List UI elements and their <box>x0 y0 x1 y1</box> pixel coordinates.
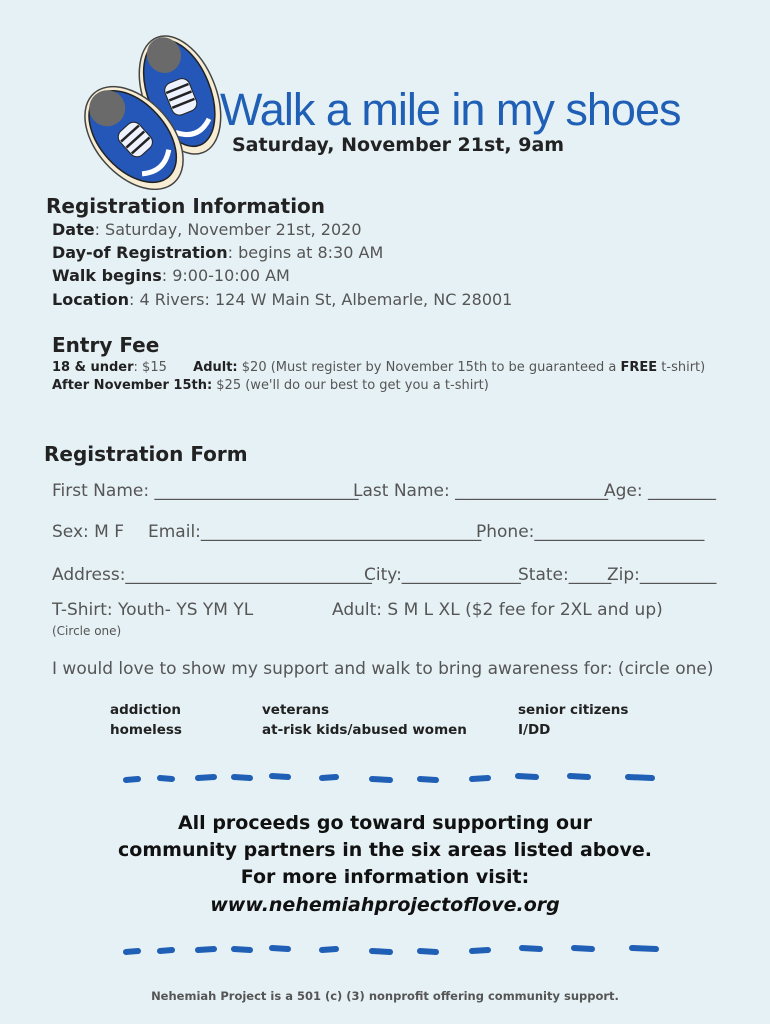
fee-line-2 <box>52 378 489 393</box>
fee-under18-label: 18 & under <box>52 360 134 375</box>
fee-adult-value: $20 (Must register by November 15th to be guaranteed a <box>237 360 621 375</box>
info-day-of-value: : begins at 8:30 AM <box>227 243 384 262</box>
email-field[interactable]: Email:_________________________________ <box>148 522 482 542</box>
website-link[interactable]: www.nehemiahprojectoflove.org <box>210 894 560 916</box>
cause-at-risk-kids[interactable]: at-risk kids/abused women <box>262 722 467 738</box>
proceeds-line-3: For more information visit: <box>240 866 530 888</box>
info-location-value: : 4 Rivers: 124 W Main St, Albemarle, NC 28001 <box>128 290 513 309</box>
shoes-illustration <box>62 20 232 190</box>
fee-free-suffix: t-shirt) <box>657 360 706 375</box>
info-location <box>52 290 512 309</box>
info-walk-begins-value: : 9:00-10:00 AM <box>161 266 290 285</box>
state-field[interactable]: State:_____ <box>518 565 612 585</box>
info-date <box>52 220 362 239</box>
fee-after-label: After November 15th: <box>52 378 213 393</box>
age-field[interactable]: Age: ________ <box>604 481 717 501</box>
tshirt-adult-options[interactable]: Adult: S M L XL ($2 fee for 2XL and up) <box>332 600 663 620</box>
info-day-of-registration <box>52 243 383 262</box>
registration-form-heading: Registration Form <box>44 442 248 466</box>
zip-field[interactable]: Zip:_________ <box>607 565 717 585</box>
cause-homeless[interactable]: homeless <box>110 722 182 738</box>
info-date-label: Date <box>52 220 95 239</box>
circle-one-note: (Circle one) <box>52 624 122 638</box>
info-walk-begins-label: Walk begins <box>52 266 162 285</box>
cause-idd[interactable]: I/DD <box>518 722 551 738</box>
fee-free-label: FREE <box>620 360 658 375</box>
info-location-label: Location <box>52 290 129 309</box>
tshirt-youth-options[interactable]: T-Shirt: Youth- YS YM YL <box>52 600 254 620</box>
cause-veterans[interactable]: veterans <box>262 702 329 718</box>
cause-addiction[interactable]: addiction <box>110 702 182 718</box>
event-date-subtitle: Saturday, November 21st, 9am <box>232 134 565 156</box>
dashed-divider-bottom <box>0 940 770 960</box>
sex-field[interactable]: Sex: M F <box>52 522 124 542</box>
registration-info-heading: Registration Information <box>46 194 326 218</box>
address-field[interactable]: Address:_____________________________ <box>52 565 372 585</box>
fee-adult-label: Adult: <box>193 360 238 375</box>
fee-after-value: $25 (we'll do our best to get you a t-shirt) <box>212 378 489 393</box>
info-day-of-label: Day-of Registration <box>52 243 228 262</box>
phone-field[interactable]: Phone:____________________ <box>476 522 705 542</box>
fee-under18-value: : $15 <box>133 360 167 375</box>
proceeds-line-1: All proceeds go toward supporting our <box>177 812 593 834</box>
fee-line-1 <box>52 360 705 375</box>
event-title: Walk a mile in my shoes <box>220 84 681 135</box>
city-field[interactable]: City:______________ <box>364 565 521 585</box>
info-date-value: : Saturday, November 21st, 2020 <box>94 220 362 239</box>
footer-note: Nehemiah Project is a 501 (c) (3) nonprofit offering community support. <box>151 989 619 1003</box>
cause-senior-citizens[interactable]: senior citizens <box>518 702 629 718</box>
entry-fee-heading: Entry Fee <box>52 333 160 357</box>
proceeds-line-2: community partners in the six areas listed above. <box>118 839 652 861</box>
first-name-field[interactable]: First Name: ________________________ <box>52 481 359 501</box>
support-prompt: I would love to show my support and walk to bring awareness for: (circle one) <box>52 659 714 679</box>
info-walk-begins <box>52 266 290 285</box>
last-name-field[interactable]: Last Name: __________________ <box>353 481 609 501</box>
dashed-divider-top <box>0 768 770 788</box>
